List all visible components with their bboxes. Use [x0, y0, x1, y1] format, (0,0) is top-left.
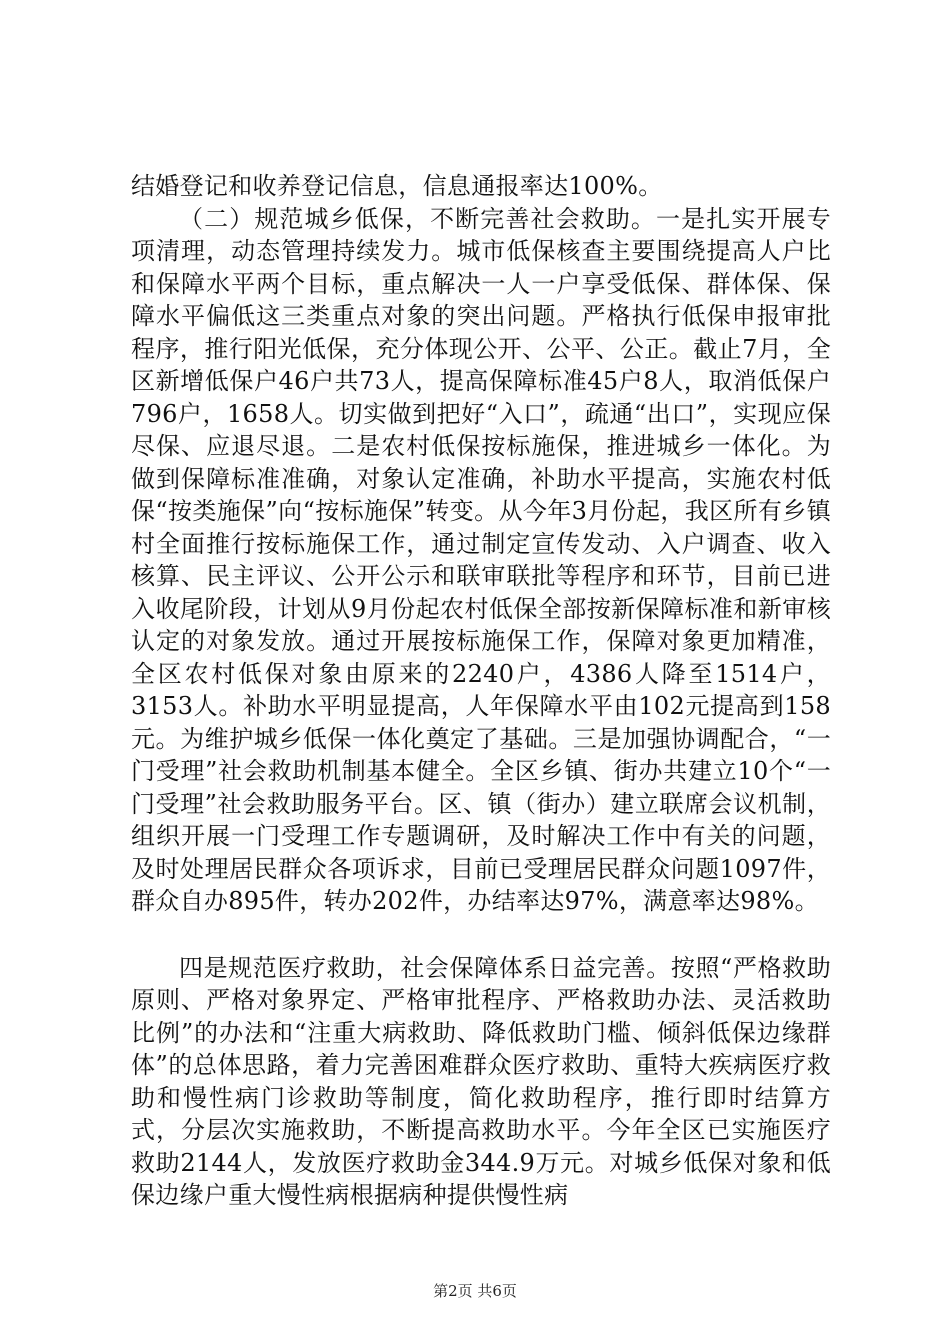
document-body — [131, 170, 831, 1212]
paragraph-continuation: 结婚登记和收养登记信息，信息通报率达100%。 — [131, 172, 663, 200]
page-number-footer: 第2页 共6页 — [433, 1282, 517, 1300]
paragraph-medical-assistance: 四是规范医疗救助，社会保障体系日益完善。按照“严格救助原则、严格对象界定、严格审批程序、严格救助办法、灵活救助比例”的办法和“注重大病救助、降低救助门槛、倾斜低保边缘群体”的总体思路，着力完善困难群众医疗救助、重特大疾病医疗救助和慢性病门诊救助等制度，简化救助程序，推行即时结算方式，分层次实施救助，不断提高救助水平。今年全区已实施医疗救助2144人，发放医疗救助金344.9万元。对城乡低保对象和低保边缘户重大慢性病根据病种提供慢性病 — [131, 953, 831, 1209]
paragraph-social-assistance: （二）规范城乡低保，不断完善社会救助。一是扎实开展专项清理，动态管理持续发力。城市低保核查主要围绕提高人户比和保障水平两个目标，重点解决一人一户享受低保、群体保、保障水平偏低这三类重点对象的突出问题。严格执行低保申报审批程序，推行阳光低保，充分体现公开、公平、公正。截止7月，全区新增低保户46户共73人，提高保障标准45户8人，取消低保户796户，1658人。切实做到把好“入口”，疏通“出口”，实现应保尽保、应退尽退。二是农村低保按标施保，推进城乡一体化。为做到保障标准准确，对象认定准确，补助水平提高，实施农村低保“按类施保”向“按标施保”转变。从今年3月份起，我区所有乡镇村全面推行按标施保工作，通过制定宣传发动、入户调查、收入核算、民主评议、公开公示和联审联批等程序和环节，目前已进入收尾阶段，计划从9月份起农村低保全部按新保障标准和新审核认定的对象发放。通过开展按标施保工作，保障对象更加精准，全区农村低保对象由原来的2240户，4386人降至1514户，3153人。补助水平明显提高，人年保障水平由102元提高到158元。为维护城乡低保一体化奠定了基础。三是加强协调配合，“一门受理”社会救助机制基本健全。全区乡镇、街办共建立10个“一门受理”社会救助服务平台。区、镇（街办）建立联席会议机制，组织开展一门受理工作专题调研，及时解决工作中有关的问题，及时处理居民群众各项诉求，目前已受理居民群众问题1097件，群众自办895件，转办202件，办结率达97%，满意率达98%。 — [131, 204, 831, 915]
paragraph-spacer — [131, 918, 831, 952]
